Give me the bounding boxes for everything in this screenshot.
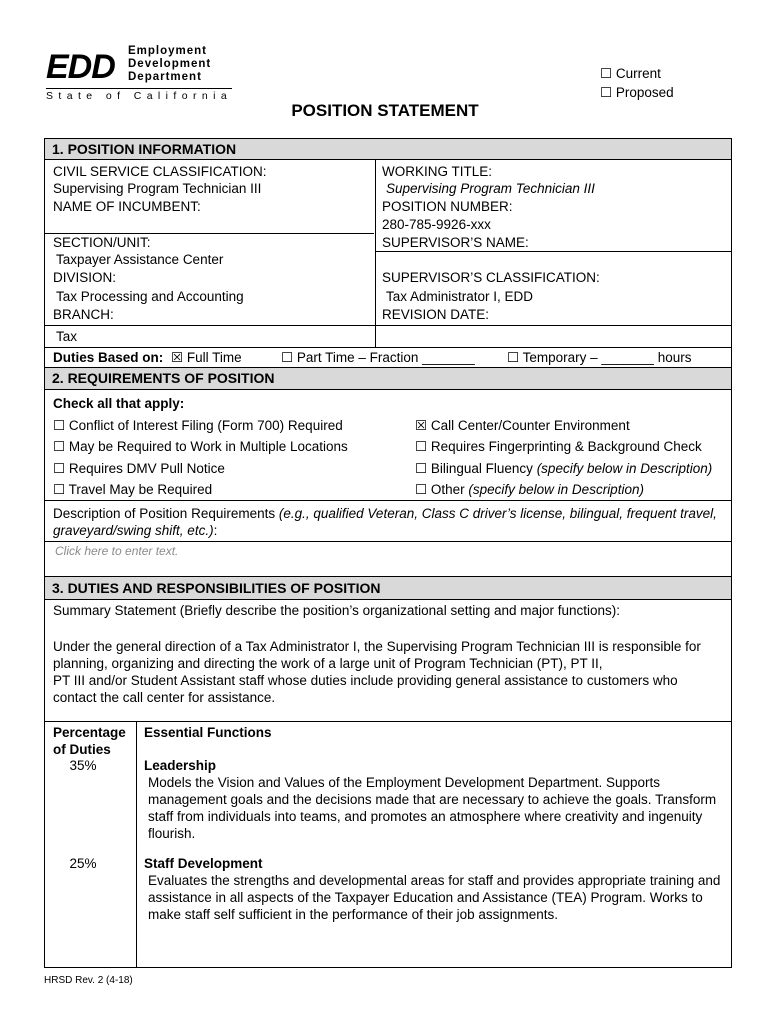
travel-checkbox[interactable]: ☐ Travel May be Required (53, 482, 213, 497)
working-title-label: WORKING TITLE: (382, 164, 493, 179)
duty-percentage: 25% (69, 856, 97, 871)
duties-based-on (53, 349, 163, 366)
logo-department-name: Employment Development Department (128, 45, 212, 83)
duty-title: Leadership (144, 758, 217, 773)
percentage-header: Percentage of Duties (53, 725, 126, 757)
logo-brand: EDD (46, 48, 115, 86)
branch-label: BRANCH: (53, 307, 114, 322)
proposed-checkbox[interactable]: ☐ Proposed (600, 85, 674, 100)
summary-label: Summary Statement (Briefly describe the position’s organizational setting and major functions): (53, 603, 621, 618)
civil-service-label: CIVIL SERVICE CLASSIFICATION: (53, 164, 267, 179)
revision-date-label: REVISION DATE: (382, 307, 490, 322)
section-unit-value[interactable]: Taxpayer Assistance Center (56, 252, 224, 267)
fingerprinting-checkbox[interactable]: ☐ Requires Fingerprinting & Background Check (415, 439, 702, 454)
conflict-interest-checkbox[interactable]: ☐ Conflict of Interest Filing (Form 700) Required (53, 418, 343, 433)
part-time-checkbox[interactable]: ☐ Part Time – Fraction _______ (281, 350, 475, 365)
multiple-locations-checkbox[interactable]: ☐ May be Required to Work in Multiple Locations (53, 439, 348, 454)
supervisor-class-label: SUPERVISOR’S CLASSIFICATION: (382, 270, 600, 285)
duty-title: Staff Development (144, 856, 263, 871)
edd-logo (44, 44, 233, 106)
full-time-checkbox[interactable]: ☒ Full Time (171, 350, 242, 365)
current-checkbox[interactable]: ☐ Current (600, 66, 661, 81)
description-requirements: Description of Position Requirements (e.g., qualified Veteran, Class C driver’s license, bilingual, frequent travel, graveyard/swing shift, etc.): (53, 506, 717, 538)
check-all-label: Check all that apply: (53, 396, 185, 411)
form-frame (44, 138, 732, 968)
supervisor-class-value[interactable]: Tax Administrator I, EDD (386, 289, 534, 304)
page-title: POSITION STATEMENT (291, 101, 479, 120)
functions-header: Essential Functions (144, 725, 272, 740)
section-unit-label: SECTION/UNIT: (53, 235, 151, 250)
section3-header: 3. DUTIES AND RESPONSIBILITIES OF POSITION (45, 576, 731, 600)
requirements-text-input[interactable]: Click here to enter text. (55, 544, 179, 558)
division-label: DIVISION: (53, 270, 117, 285)
section1-header: 1. POSITION INFORMATION (45, 139, 731, 160)
column-divider (375, 160, 376, 348)
section2-header: 2. REQUIREMENTS OF POSITION (45, 367, 731, 390)
position-number-value[interactable]: 280-785-9926-xxx (382, 217, 491, 232)
bilingual-checkbox[interactable]: ☐ Bilingual Fluency (specify below in Description) (415, 461, 713, 476)
duties-based-label: Duties Based on: (53, 350, 164, 365)
summary-text[interactable]: Under the general direction of a Tax Administrator I, the Supervising Program Technician III is responsible for planning, organizing and directing the work of a large unit of Program Technician (PT), PT II, PT III and/or Student Assistant staff whose duties include providing general assistance to customers who contact the call center for assistance. (53, 639, 701, 705)
dmv-pull-checkbox[interactable]: ☐ Requires DMV Pull Notice (53, 461, 225, 476)
status-checkboxes (600, 64, 674, 102)
branch-value[interactable]: Tax (56, 329, 78, 344)
position-number-label: POSITION NUMBER: (382, 199, 513, 214)
duties-column-divider (136, 721, 137, 968)
incumbent-label: NAME OF INCUMBENT: (53, 199, 201, 214)
civil-service-value[interactable]: Supervising Program Technician III (53, 181, 262, 196)
form-revision: HRSD Rev. 2 (4-18) (44, 975, 133, 986)
supervisor-name-label: SUPERVISOR’S NAME: (382, 235, 529, 250)
duty-percentage: 35% (69, 758, 97, 773)
call-center-checkbox[interactable]: ☒ Call Center/Counter Environment (415, 418, 630, 433)
other-checkbox[interactable]: ☐ Other (specify below in Description) (415, 482, 644, 497)
temporary-checkbox[interactable]: ☐ Temporary – _______ hours (507, 350, 692, 365)
duty-description[interactable]: Evaluates the strengths and developmental areas for staff and provides appropriate training and assistance in all aspects of the Taxpayer Education and Assistance (TEA) Program. Works to make staff self sufficient in the performance of their job assignments. (148, 873, 721, 922)
logo-state: State of California (46, 90, 233, 102)
working-title-value[interactable]: Supervising Program Technician III (386, 181, 595, 196)
duty-description[interactable]: Models the Vision and Values of the Employment Development Department. Supports management goals and the decisions made that are necessary to achieve the goals. Transform staff from individuals into teams, and promotes an atmosphere where creativity and ingenuity flourish. (148, 775, 717, 841)
division-value[interactable]: Tax Processing and Accounting (56, 289, 244, 304)
